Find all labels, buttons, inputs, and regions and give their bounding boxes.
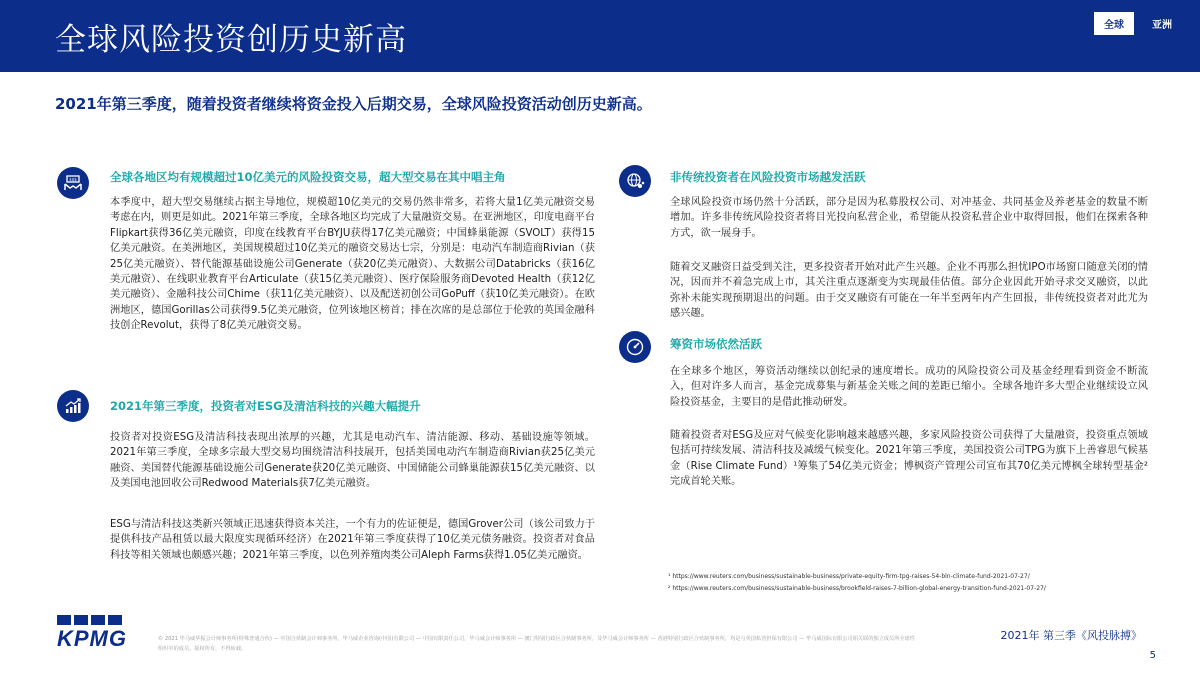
deal-icon (57, 167, 89, 199)
svg-text:$$$: $$$ (69, 177, 77, 182)
gauge-icon (619, 331, 651, 363)
region-nav (1094, 12, 1182, 35)
section-paragraph: 全球风险投资市场仍然十分活跃，部分是因为私募股权公司、对冲基金、共同基金及养老基金的数量不断增加。许多非传统风险投资者将目光投向私营企业，希望能从投资私营企业中取得回报，他们在探索各种方式，欲一展身手。 (670, 197, 1148, 239)
footnotes (668, 571, 1046, 595)
section-paragraph: 投资者对投资ESG及清洁科技表现出浓厚的兴趣，尤其是电动汽车、清洁能源、移动、基础设施等领域。2021年第三季度，全球多宗最大型交易均围绕清洁科技展开，包括美国电动汽车制造商Rivian获25亿美元融资、美国替代能源基础设施公司Generate获20亿美元融资、中国储能公司蜂巢能源获15亿美元融资、以及美国电池回收公司Redwood Materials获7亿美元融资。 (110, 432, 595, 490)
section-paragraph: 随着交叉融资日益受到关注，更多投资者开始对此产生兴趣。企业不再那么担忧IPO市场窗口随意关闭的情况，因而并不着急完成上市，其关注重点逐渐变为实现最佳估值。部分企业因此开始寻求交叉融资，以此弥补未能实现预期退出的问题。由于交叉融资有可能在一年半至两年内产生回报，非传统投资者对此尤为感兴趣。 (670, 262, 1148, 320)
header-bar (0, 0, 1200, 72)
legal-notice: © 2021 毕马威华振会计师事务所(特殊普通合伙) — 中国合伙制会计师事务所，毕马威企业咨询(中国)有限公司 — 中国有限责任公司，毕马威会计师事务所 — 澳门特别行政区合伙制事务所，及毕马威会计师事务所 — 香港特别行政区合伙制事务所，均是与英国私营担保有限公司 — 毕马威国际有限公司相关联的独立成员所全球性组织中的成员。版权所有，不得转载。 (158, 636, 915, 652)
section-paragraph: 在全球多个地区，筹资活动继续以创纪录的速度增长。成功的风险投资公司及基金经理看到资金不断流入，但对许多人而言，基金完成募集与新基金关账之间的差距已缩小。全球各地许多大型企业继续设立风险投资基金，主要目的是借此推动研发。 (670, 366, 1148, 408)
globe-network-icon (619, 165, 651, 197)
section-heading-fundraising: 筹资市场依然活跃 (670, 337, 762, 351)
nav-tab-global[interactable]: 全球 (1094, 12, 1134, 35)
section-paragraph: 随着投资者对ESG及应对气候变化影响越来越感兴趣，多家风险投资公司获得了大量融资，投资重点领域包括可持续发展、清洁科技及减缓气候变化。2021年第三季度，美国投资公司TPG为旗下上善睿思气候基金（Rise Climate Fund）¹筹集了54亿美元资金；博枫资产管理公司宣布其70亿美元博枫全球转型基金²完成首轮关账。 (670, 430, 1148, 488)
nav-tab-asia[interactable]: 亚洲 (1152, 20, 1172, 31)
kpmg-logo (57, 626, 127, 652)
growth-chart-icon (57, 390, 89, 422)
section-heading-non-traditional: 非传统投资者在风险投资市场越发活跃 (670, 170, 866, 184)
page-subtitle: 2021年第三季度，随着投资者继续将资金投入后期交易，全球风险投资活动创历史新高。 (55, 95, 652, 113)
logo-text: KPMG (57, 626, 127, 651)
section-paragraph: ESG与清洁科技这类新兴领域正迅速获得资本关注，一个有力的佐证便是，德国Grover公司（该公司致力于提供科技产品租赁以最大限度实现循环经济）在2021年第三季度获得了10亿美元债务融资。投资者对食品科技等相关领域也颇感兴趣；2021年第三季度，以色列养殖肉类公司Aleph Farms获得1.05亿美元融资。 (110, 519, 595, 561)
footnote-link[interactable]: ² https://www.reuters.com/business/sustainable-business/brookfield-raises-7-billion-global-energy-transition-fund-2021-07-27/ (668, 585, 1046, 592)
section-heading-esg: 2021年第三季度，投资者对ESG及清洁科技的兴趣大幅提升 (110, 399, 421, 413)
page-title: 全球风险投资创历史新高 (55, 22, 407, 58)
section-paragraph: 本季度中，超大型交易继续占据主导地位，规模超10亿美元的交易仍然非常多，若将大量1亿美元融资交易考虑在内，则更是如此。2021年第三季度，全球各地区均完成了大量融资交易。在亚洲地区，印度电商平台Flipkart获得36亿美元融资，印度在线教育平台BYJU获得17亿美元融资；中国蜂巢能源（SVOLT）获得15亿美元融资。在美洲地区，美国规模超过10亿美元的融资交易达七宗，分别是：电动汽车制造商Rivian（获25亿美元融资）、替代能源基础设施公司Generate（获20亿美元融资）、大数据公司Databricks（获16亿美元融资）、在线职业教育平台Articulate（获15亿美元融资）、医疗保险服务商Devoted Health（获12亿美元融资）、金融科技公司Chime（获11亿美元融资）、以及配送初创公司GoPuff（获10亿美元融资）。在欧洲地区，德国Gorillas公司获得9.5亿美元融资，位列该地区榜首；排在次席的是总部位于伦敦的英国金融科技创企Revolut，获得了8亿美元融资交易。 (110, 197, 595, 332)
footnote-link[interactable]: ¹ https://www.reuters.com/business/sustainable-business/private-equity-firm-tpg-raises-54-bln-climate-fund-2021-07-27/ (668, 573, 1030, 580)
page-number: 5 (1149, 650, 1156, 661)
report-title: 2021年 第三季《风投脉搏》 (1000, 629, 1142, 642)
section-heading-mega-deals: 全球各地区均有规模超过10亿美元的风险投资交易，超大型交易在其中唱主角 (110, 170, 506, 184)
logo-boxes (57, 615, 122, 625)
